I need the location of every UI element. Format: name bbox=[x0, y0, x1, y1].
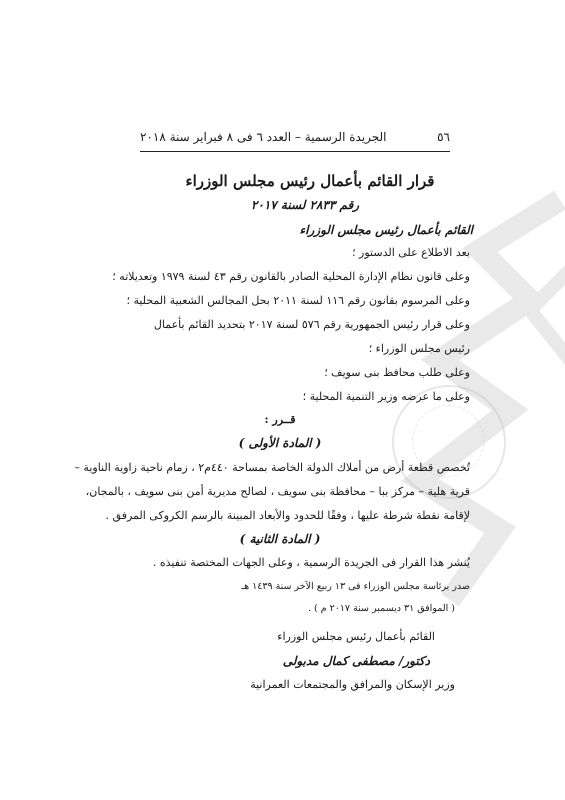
decree-number: رقم ٢٨٣٣ لسنة ٢٠١٧ bbox=[250, 198, 360, 212]
article-1-heading: ( المادة الأولى ) bbox=[238, 436, 322, 450]
issued-equivalent: ( الموافق ٣١ ديسمبر سنة ٢٠١٧ م ) . bbox=[307, 603, 455, 614]
article-2-text: يُنشر هذا القرار فى الجريدة الرسمية ، وعلى الجهات المختصة تنفيذه . bbox=[152, 556, 470, 569]
decree-issuer: القائم بأعمال رئيس مجلس الوزراء bbox=[299, 223, 473, 237]
article-1-line-3: لإقامة نقطة شرطة عليها ، وفقًا للحدود والأبعاد المبينة بالرسم الكروكى المرفق . bbox=[105, 509, 470, 522]
decided-heading: قــرر : bbox=[264, 413, 296, 426]
preamble-line-6: وعلى طلب محافظ بنى سويف ؛ bbox=[324, 366, 470, 379]
article-2-heading: ( المادة الثانية ) bbox=[239, 532, 321, 546]
preamble-line-3: وعلى المرسوم بقانون رقم ١١٦ لسنة ٢٠١١ بحل المجالس الشعبية المحلية ؛ bbox=[126, 294, 470, 307]
preamble-line-1: بعد الاطلاع على الدستور ؛ bbox=[352, 246, 470, 259]
article-1-line-1: تُخصص قطعة أرض من أملاك الدولة الخاصة بمساحة ٤٤٠م٢ ، زمام ناحية زاوية الناوية – bbox=[74, 461, 470, 474]
issued-text: صدر برئاسة مجلس الوزراء فى ١٣ ربيع الآخر سنة ١٤٣٩ هـ bbox=[241, 581, 470, 592]
header-divider bbox=[140, 151, 450, 152]
preamble-line-4: وعلى قرار رئيس الجمهورية رقم ٥٧٦ لسنة ٢٠١٧ بتحديد القائم بأعمال bbox=[153, 318, 470, 331]
preamble-line-5: رئيس مجلس الوزراء ؛ bbox=[368, 342, 470, 355]
gazette-title: الجريدة الرسمية – العدد ٦ فى ٨ فبراير سنة ٢٠١٨ bbox=[140, 130, 387, 144]
article-1-line-2: قرية هلية – مركز ببا – محافظة بنى سويف ، لصالح مديرية أمن بنى سويف ، بالمجان، bbox=[85, 485, 470, 498]
preamble-line-2: وعلى قانون نظام الإدارة المحلية الصادر بالقانون رقم ٤٣ لسنة ١٩٧٩ وتعديلاته ؛ bbox=[112, 270, 470, 283]
preamble-line-7: وعلى ما عرضه وزير التنمية المحلية ؛ bbox=[302, 390, 470, 403]
signature-ministry: وزير الإسكان والمرافق والمجتمعات العمرانية bbox=[250, 678, 455, 691]
signature-name: دكتور/ مصطفى كمال مدبولى bbox=[282, 654, 430, 668]
signature-role: القائم بأعمال رئيس مجلس الوزراء bbox=[277, 630, 435, 643]
page-number: ٥٦ bbox=[437, 130, 450, 144]
decree-title: قرار القائم بأعمال رئيس مجلس الوزراء bbox=[185, 172, 435, 190]
page-header bbox=[140, 130, 450, 144]
